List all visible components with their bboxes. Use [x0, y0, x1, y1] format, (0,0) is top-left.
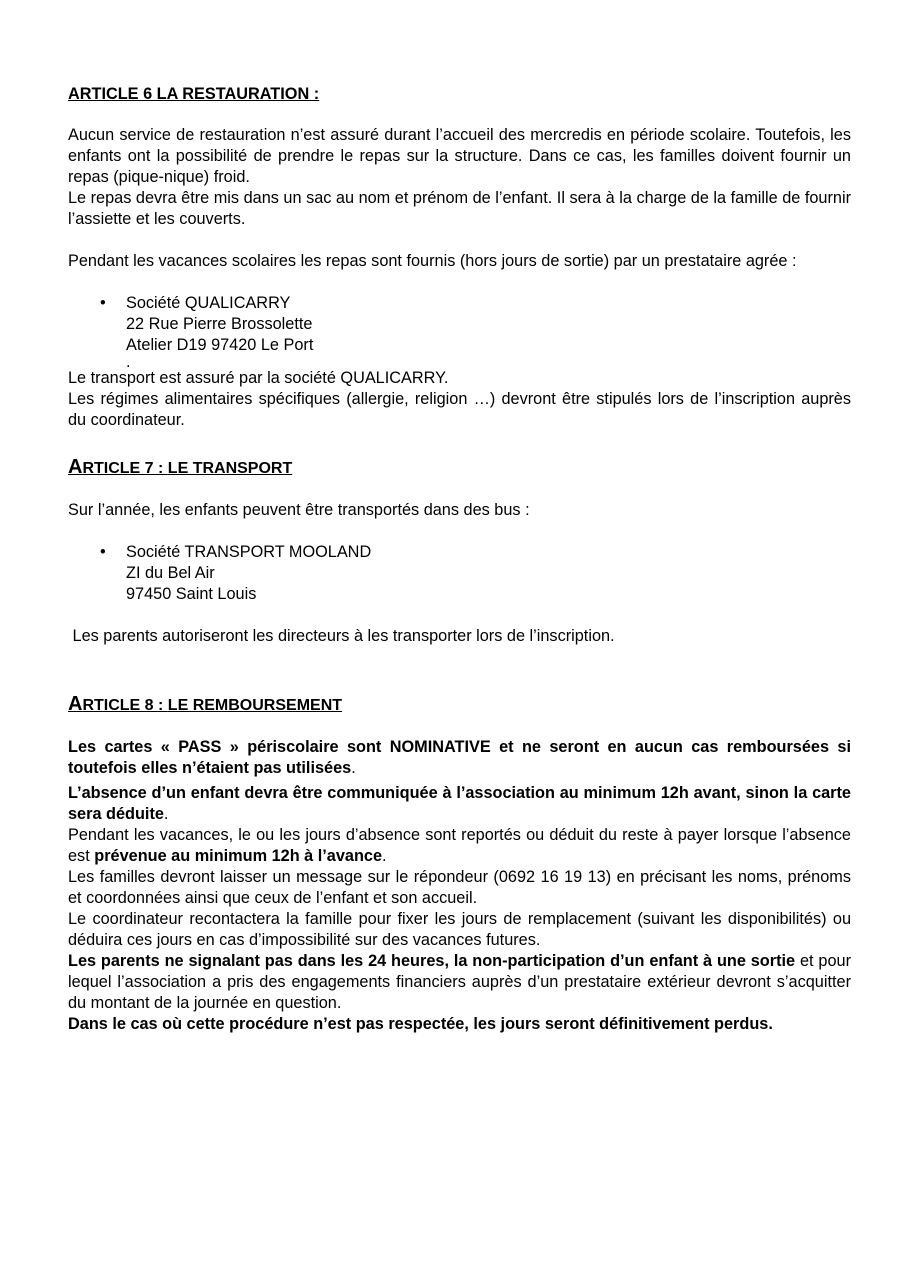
article-8-heading-initial: A	[68, 693, 83, 715]
period: .	[382, 847, 387, 865]
nominative-notice: Les cartes « PASS » périscolaire sont NOMINATIVE et ne seront en aucun cas remboursées si toutefois elles n’étaient pas utilisées	[68, 738, 851, 777]
article-6-heading: ARTICLE 6 LA RESTAURATION :	[68, 85, 320, 103]
article-6-paragraph-3: Pendant les vacances scolaires les repas sont fournis (hors jours de sortie) par un prestataire agrée :	[68, 252, 797, 270]
list-item	[68, 293, 851, 371]
article-8-heading	[68, 694, 851, 716]
article-6-provider-list	[68, 293, 851, 371]
article-7-heading-number: RTICLE 7 :	[82, 460, 168, 477]
article-7-heading-initial: A	[68, 456, 83, 478]
provider-city: Atelier D19 97420 Le Port	[126, 336, 314, 354]
article-7-paragraph-1: Sur l’année, les enfants peuvent être transportés dans des bus :	[68, 501, 530, 519]
article-6-paragraph-2: Le repas devra être mis dans un sac au nom et prénom de l’enfant. Il sera à la charge de la famille de fournir l’assiette et les couverts.	[68, 189, 851, 228]
provider-street: 22 Rue Pierre Brossolette	[126, 315, 313, 333]
article-8-heading-number: RTICLE 8 :	[82, 697, 168, 714]
bold-text: Les parents ne signalant pas dans les 24 heures, la non-participation d’un enfant à une sortie	[68, 952, 796, 970]
period: .	[163, 805, 169, 823]
article-6-paragraph-5: Les régimes alimentaires spécifiques (allergie, religion …) devront être stipulés lors de l’inscription auprès du coordinateur.	[68, 390, 851, 429]
provider-city: 97450 Saint Louis	[126, 585, 257, 603]
article-8-paragraph-1	[68, 737, 851, 779]
provider-name: Société QUALICARRY	[126, 294, 291, 312]
article-7-paragraph-2: Les parents autoriseront les directeurs à les transporter lors de l’inscription.	[68, 627, 615, 645]
article-7-provider-list	[68, 542, 851, 605]
article-8-paragraph-5: Le coordinateur recontactera la famille pour fixer les jours de remplacement (suivant les disponibilités) ou déduira ces jours en cas d’impossibilité sur des vacances futures.	[68, 910, 851, 949]
article-6-paragraph-4: Le transport est assuré par la société QUALICARRY.	[68, 369, 449, 387]
list-item	[68, 542, 851, 605]
article-8-heading-title: LE REMBOURSEMENT	[167, 697, 343, 714]
period: .	[351, 759, 356, 777]
provider-name: Société TRANSPORT MOOLAND	[126, 543, 372, 561]
article-6-paragraph-1: Aucun service de restauration n’est assuré durant l’accueil des mercredis en période scolaire. Toutefois, les enfants ont la possibilité de prendre le repas sur la structure. Dans ce cas, les familles doivent fournir un repas (pique-nique) froid.	[68, 126, 851, 186]
bold-text: prévenue au minimum 12h à l’avance	[94, 847, 383, 865]
bold-text: Dans le cas où cette procédure n’est pas respectée, les jours seront définitivement perdus.	[68, 1015, 773, 1033]
article-8-paragraph-2	[68, 783, 851, 825]
article-8-paragraph-4: Les familles devront laisser un message sur le répondeur (0692 16 19 13) en précisant les noms, prénoms et coordonnées ainsi que ceux de l’enfant et son accueil.	[68, 868, 851, 907]
bullet-icon: •	[100, 543, 106, 561]
bullet-icon: •	[100, 294, 106, 312]
article-7-heading	[68, 457, 851, 479]
provider-extra: .	[126, 353, 131, 371]
text: et pour lequel l’association a pris des engagements financiers auprès d’un prestataire extérieur devront s’acquitter du montant de la journée en question.	[68, 952, 851, 1012]
article-8-paragraph-6	[68, 951, 851, 1014]
article-7-heading-title: LE TRANSPORT	[167, 460, 293, 477]
absence-notice: L’absence d’un enfant devra être communiquée à l’association au minimum 12h avant, sinon la carte sera déduite	[68, 784, 851, 823]
article-8-paragraph-7	[68, 1014, 851, 1035]
document-page	[68, 84, 851, 1035]
article-8-paragraph-3	[68, 825, 851, 867]
text: Pendant les vacances, le ou les jours d’absence sont reportés ou déduit du reste à payer lorsque l’absence est	[68, 826, 851, 865]
provider-street: ZI du Bel Air	[126, 564, 215, 582]
